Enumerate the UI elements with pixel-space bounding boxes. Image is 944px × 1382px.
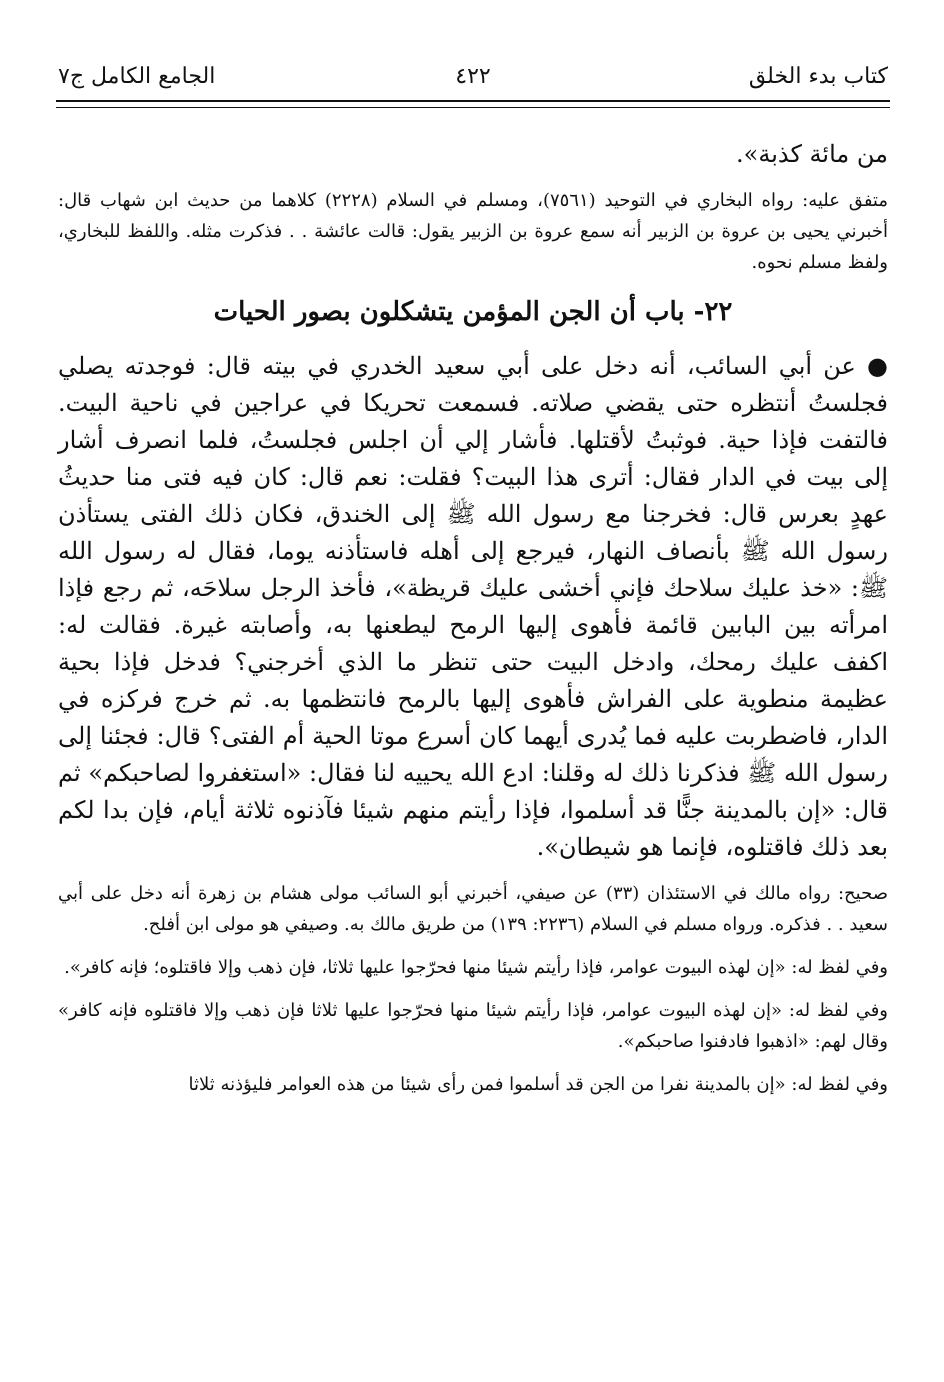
page-header xyxy=(58,0,888,96)
page-body xyxy=(58,136,888,1100)
header-divider xyxy=(56,100,890,108)
takhrij-note-1: متفق عليه: رواه البخاري في التوحيد (٧٥٦١)، ومسلم في السلام (٢٢٢٨) كلاهما من حديث ابن شهاب قال: أخبرني يحيى بن عروة بن الزبير أنه سمع عروة بن الزبير يقول: قالت عائشة . . فذكرت مثله. واللفظ للبخاري، ولفظ مسلم نحوه. xyxy=(58,190,888,273)
continuation-line: من مائة كذبة». xyxy=(736,140,888,168)
page-number: ٤٢٢ xyxy=(455,64,491,89)
variant-wording-2: وفي لفظ له: «إن لهذه البيوت عوامر، فإذا رأيتم شيئا منها فحرّجوا عليها ثلاثا فإن ذهب وإلا فاقتلوه فإنه كافر» وقال لهم: «اذهبوا فادفنوا صاحبكم». xyxy=(58,1000,888,1052)
chapter-heading: ٢٢- باب أن الجن المؤمن يتشكلون بصور الحيات xyxy=(213,297,733,327)
variant-wording-1: وفي لفظ له: «إن لهذه البيوت عوامر، فإذا رأيتم شيئا منها فحرّجوا عليها ثلاثا، فإن ذهب وإلا فاقتلوه؛ فإنه كافر». xyxy=(64,957,888,978)
running-head-volume: الجامع الكامل ج٧ xyxy=(58,64,216,89)
running-head-book-title: كتاب بدء الخلق xyxy=(748,64,888,89)
variant-wording-3: وفي لفظ له: «إن بالمدينة نفرا من الجن قد أسلموا فمن رأى شيئا من هذه العوامر فليؤذنه ثلاثا xyxy=(188,1074,888,1095)
takhrij-note-2: صحيح: رواه مالك في الاستئذان (٣٣) عن صيفي، أخبرني أبو السائب مولى هشام بن زهرة أنه دخل على أبي سعيد . . فذكره. ورواه مسلم في السلام (٢٢٣٦: ١٣٩) من طريق مالك به. وصيفي هو مولى ابن أفلح. xyxy=(58,883,888,935)
hadith-text: ● عن أبي السائب، أنه دخل على أبي سعيد الخدري في بيته قال: فوجدته يصلي فجلستُ أنتظره حتى يقضي صلاته. فسمعت تحريكا في عراجين في ناحية البيت. فالتفت فإذا حية. فوثبتُ لأقتلها. فأشار إلي أن اجلس فجلستُ، فلما انصرف أشار إلى بيت في الدار فقال: أترى هذا البيت؟ فقلت: نعم قال: كان فيه فتى منا حديثُ عهدٍ بعرس قال: فخرجنا مع رسول الله ﷺ إلى الخندق، فكان ذلك الفتى يستأذن رسول الله ﷺ بأنصاف النهار، فيرجع إلى أهله فاستأذنه يوما، فقال له رسول الله ﷺ: «خذ عليك سلاحك فإني أخشى عليك قريظة»، فأخذ الرجل سلاحَه، ثم رجع فإذا امرأته بين البابين قائمة فأهوى إليها الرمح ليطعنها به، وأصابته غيرة. فقالت له: اكفف عليك رمحك، وادخل البيت حتى تنظر ما الذي أخرجني؟ فدخل فإذا بحية عظيمة منطوية على الفراش فأهوى إليها بالرمح فانتظمها به. ثم خرج فركزه في الدار، فاضطربت عليه فما يُدرى أيهما كان أسرع موتا الحية أم الفتى؟ قال: فجئنا إلى رسول الله ﷺ فذكرنا ذلك له وقلنا: ادع الله يحييه لنا فقال: «استغفروا لصاحبكم» ثم قال: «إن بالمدينة جنًّا قد أسلموا، فإذا رأيتم منهم شيئا فآذنوه ثلاثة أيام، فإن بدا لكم بعد ذلك فاقتلوه، فإنما هو شيطان». xyxy=(58,352,889,861)
